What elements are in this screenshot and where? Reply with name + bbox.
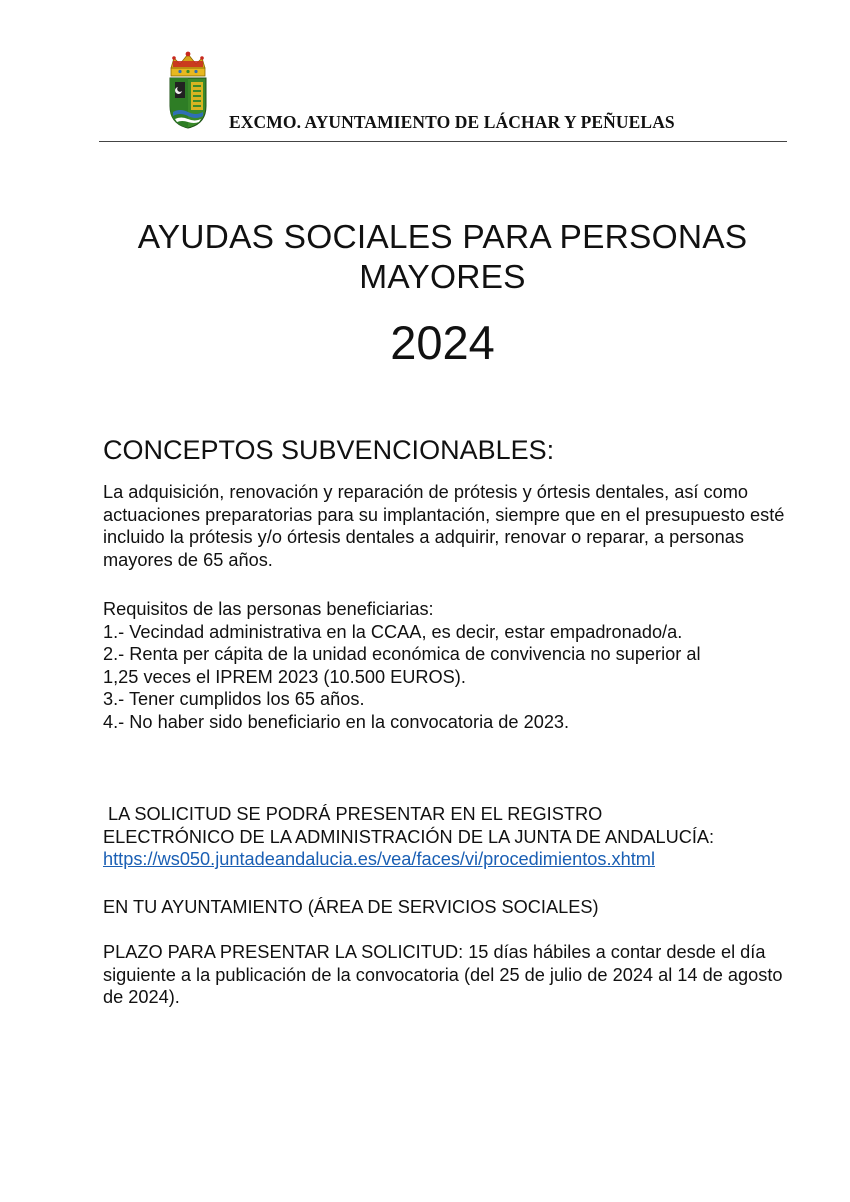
requirement-item: 1.- Vecindad administrativa en la CCAA, es decir, estar empadronado/a. — [103, 621, 683, 642]
letterhead — [99, 50, 787, 142]
requirement-item: 1,25 veces el IPREM 2023 (10.500 EUROS). — [103, 666, 466, 687]
deadline-paragraph: PLAZO PARA PRESENTAR LA SOLICITUD: 15 días hábiles a contar desde el día siguiente a la publicación de la convocatoria (del 25 de julio de 2024 al 14 de agosto de 2024). — [103, 942, 783, 1007]
municipal-coat-of-arms-icon — [164, 50, 212, 130]
section-heading: CONCEPTOS SUBVENCIONABLES: — [103, 435, 555, 465]
document-title — [60, 218, 825, 298]
intro-paragraph: La adquisición, renovación y reparación de prótesis y órtesis dentales, así como actuaciones preparatorias para su implantación, siempre que en el presupuesto esté incluido la prótesis y/o órtesis dentales a adquirir, renovar o reparar, a personas mayores de 65 años. — [103, 482, 785, 570]
requirement-item: 2.- Renta per cápita de la unidad económica de convivencia no superior al — [103, 644, 701, 664]
title-line-2: MAYORES — [359, 259, 526, 296]
title-line-1: AYUDAS SOCIALES PARA PERSONAS — [137, 219, 748, 256]
requirements-heading: Requisitos de las personas beneficiarias: — [103, 599, 434, 619]
requirement-item: 3.- Tener cumplidos los 65 años. — [103, 689, 365, 709]
application-line-1: LA SOLICITUD SE PODRÁ PRESENTAR EN EL REGISTRO — [103, 804, 603, 824]
title-year: 2024 — [390, 316, 495, 369]
organization-name: EXCMO. AYUNTAMIENTO DE LÁCHAR Y PEÑUELAS — [229, 112, 675, 132]
application-link[interactable]: https://ws050.juntadeandalucia.es/vea/faces/vi/procedimientos.xhtml — [103, 849, 655, 869]
application-block — [103, 803, 793, 871]
requirements-block — [103, 598, 793, 733]
header-divider — [99, 141, 787, 142]
ayuntamiento-note: EN TU AYUNTAMIENTO (ÁREA DE SERVICIOS SOCIALES) — [103, 897, 599, 917]
requirement-item: 4.- No haber sido beneficiario en la convocatoria de 2023. — [103, 711, 570, 732]
application-line-2: ELECTRÓNICO DE LA ADMINISTRACIÓN DE LA JUNTA DE ANDALUCÍA: — [103, 826, 715, 847]
